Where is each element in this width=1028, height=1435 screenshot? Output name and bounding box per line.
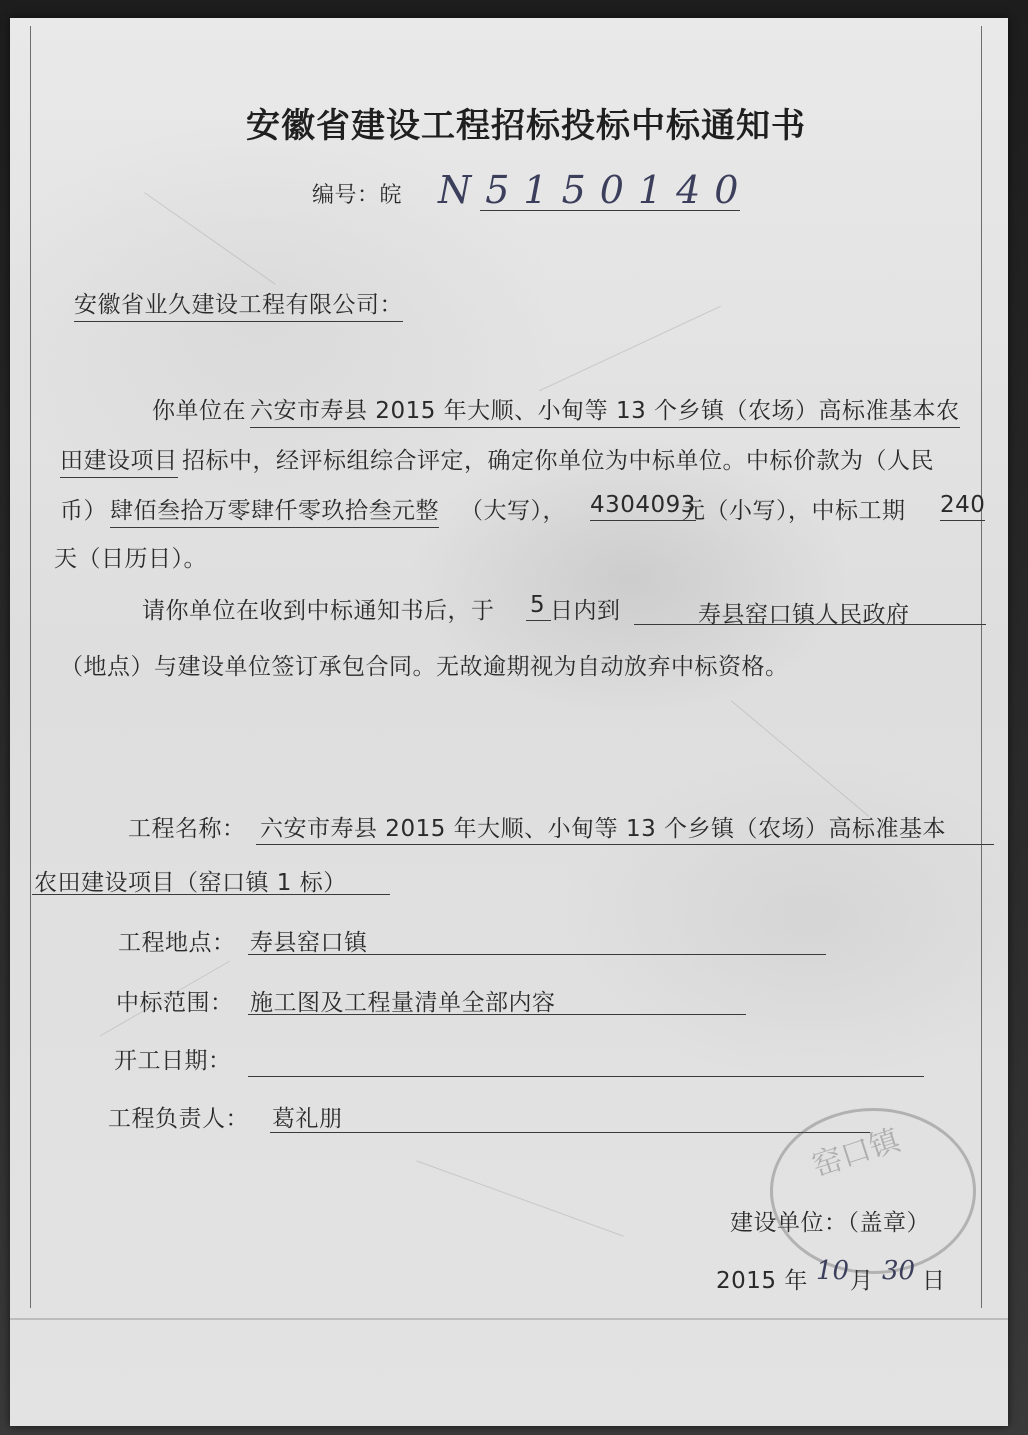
- para1-line3-mid: （大写），: [460, 498, 566, 524]
- para2-line2: （地点）与建设单位签订承包合同。无故逾期视为自动放弃中标资格。: [60, 654, 789, 680]
- signing-place: 寿县窑口镇人民政府: [698, 602, 910, 628]
- bid-scope: 施工图及工程量清单全部内容: [250, 990, 556, 1016]
- project-name-underline2: [32, 894, 390, 895]
- amount-in-digits: 4304093: [590, 492, 696, 521]
- date-month: 10: [816, 1256, 850, 1286]
- project-location: 寿县窑口镇: [250, 930, 368, 956]
- month-label: 月: [850, 1268, 874, 1294]
- project-name-underline1: [256, 844, 994, 845]
- start-date-underline: [248, 1076, 924, 1077]
- number-underline: [480, 210, 740, 211]
- duration-days: 240: [940, 492, 985, 521]
- amount-in-words: 肆佰叁拾万零肆仟零玖拾叁元整: [110, 492, 439, 528]
- notice-paper: [10, 18, 1008, 1426]
- document-title: 安徽省建设工程招标投标中标通知书: [246, 106, 806, 146]
- project-name-label: 工程名称：: [128, 816, 246, 842]
- sign-within-days: 5: [526, 592, 551, 621]
- seal-text: 窑口镇: [807, 1122, 905, 1184]
- para2-mid: 日内到: [550, 598, 621, 624]
- para1-line1-prefix: 你单位在: [152, 398, 246, 424]
- project-location-label: 工程地点：: [118, 930, 236, 956]
- manager-label: 工程负责人：: [108, 1106, 249, 1132]
- para1-line3-rest: 元（小写），中标工期: [682, 498, 906, 524]
- date-day: 30: [882, 1256, 916, 1286]
- paper-fold: [10, 1318, 1008, 1320]
- construction-unit-label: 建设单位：（盖章）: [730, 1210, 930, 1236]
- recipient: 安徽省业久建设工程有限公司：: [74, 286, 403, 322]
- scope-label: 中标范围：: [116, 990, 234, 1016]
- notice-number: N5150140: [438, 168, 753, 212]
- start-date-label: 开工日期：: [114, 1048, 232, 1074]
- para1-line4: 天（日历日）。: [54, 546, 207, 572]
- project-manager: 葛礼朋: [272, 1106, 343, 1132]
- location-underline: [248, 954, 826, 955]
- para1-line1-project: 六安市寿县 2015 年大顺、小甸等 13 个乡镇（农场）高标准基本农: [250, 392, 960, 428]
- para1-line3-prefix: 币）: [60, 498, 107, 524]
- project-name-line1: 六安市寿县 2015 年大顺、小甸等 13 个乡镇（农场）高标准基本: [260, 816, 947, 842]
- manager-underline: [270, 1132, 870, 1133]
- project-name-line2: 农田建设项目（窑口镇 1 标）: [34, 870, 347, 896]
- para1-line2-project: 田建设项目: [60, 442, 178, 478]
- number-label: 编号：皖: [312, 183, 403, 208]
- day-label: 日: [922, 1268, 946, 1294]
- para2-prefix: 请你单位在收到中标通知书后，于: [142, 598, 495, 624]
- para1-line2-rest: 招标中，经评标组综合评定，确定你单位为中标单位。中标价款为（人民: [182, 448, 934, 474]
- date-year: 2015 年: [716, 1268, 808, 1294]
- place-underline: [634, 624, 986, 625]
- scope-underline: [248, 1014, 746, 1015]
